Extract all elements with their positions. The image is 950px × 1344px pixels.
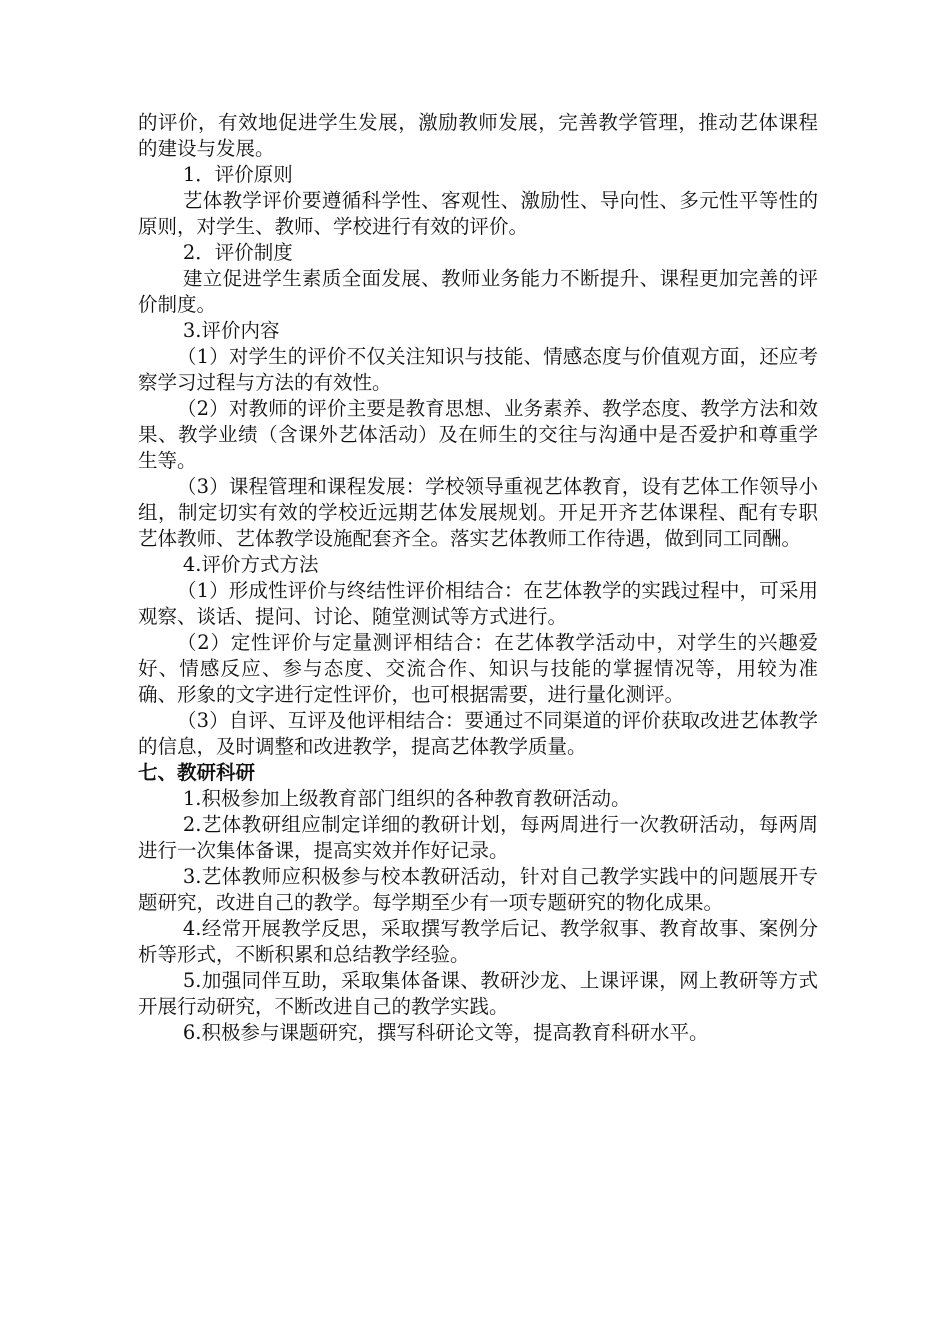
subheading-evaluation-principles: 1．评价原则: [182, 163, 293, 186]
subheading-evaluation-methods: 4.评价方式方法: [182, 553, 319, 576]
paragraph-research-item-5: 5.加强同伴互助，采取集体备课、教研沙龙、上课评课，网上教研等方式开展行动研究，不断改进自己的教学实践。: [138, 969, 818, 1018]
paragraph-research-item-4: 4.经常开展教学反思，采取撰写教学后记、教学叙事、教育故事、案例分析等形式，不断积累和总结教学经验。: [138, 917, 818, 966]
paragraph-research-item-6: 6.积极参与课题研究，撰写科研论文等，提高教育科研水平。: [182, 1021, 709, 1044]
paragraph-formative-evaluation: （1）形成性评价与终结性评价相结合：在艺体教学的实践过程中，可采用观察、谈话、提问、讨论、随堂测试等方式进行。: [138, 579, 818, 628]
document-body: [138, 110, 818, 1046]
paragraph-research-item-1: 1.积极参加上级教育部门组织的各种教育教研活动。: [182, 787, 631, 810]
paragraph-research-item-2: 2.艺体教研组应制定详细的教研计划，每两周进行一次教研活动，每两周进行一次集体备课，提高实效并作好记录。: [138, 813, 818, 862]
paragraph-evaluation-intro: 的评价，有效地促进学生发展，激励教师发展，完善教学管理，推动艺体课程的建设与发展。: [138, 111, 818, 160]
paragraph-evaluation-principles: 艺体教学评价要遵循科学性、客观性、激励性、导向性、多元性平等性的原则，对学生、教师、学校进行有效的评价。: [138, 189, 818, 238]
paragraph-student-evaluation: （1）对学生的评价不仅关注知识与技能、情感态度与价值观方面，还应考察学习过程与方法的有效性。: [138, 345, 818, 394]
subheading-evaluation-content: 3.评价内容: [182, 319, 280, 342]
paragraph-teacher-evaluation: （2）对教师的评价主要是教育思想、业务素养、教学态度、教学方法和效果、教学业绩（含课外艺体活动）及在师生的交往与沟通中是否爱护和尊重学生等。: [138, 397, 818, 472]
paragraph-research-item-3: 3.艺体教师应积极参与校本教研活动，针对自己教学实践中的问题展开专题研究，改进自己的教学。每学期至少有一项专题研究的物化成果。: [138, 865, 818, 914]
paragraph-evaluation-system: 建立促进学生素质全面发展、教师业务能力不断提升、课程更加完善的评价制度。: [138, 267, 818, 316]
paragraph-qualitative-evaluation: （2）定性评价与定量测评相结合：在艺体教学活动中，对学生的兴趣爱好、情感反应、参与态度、交流合作、知识与技能的掌握情况等，用较为准确、形象的文字进行定性评价，也可根据需要，进行量化测评。: [138, 631, 818, 706]
paragraph-course-management: （3）课程管理和课程发展：学校领导重视艺体教育，设有艺体工作领导小组，制定切实有效的学校近远期艺体发展规划。开足开齐艺体课程、配有专职艺体教师、艺体教学设施配套齐全。落实艺体教师工作待遇，做到同工同酬。: [138, 475, 818, 550]
section-heading-teaching-research: 七、教研科研: [138, 761, 256, 784]
subheading-evaluation-system: 2．评价制度: [182, 241, 293, 264]
paragraph-self-peer-evaluation: （3）自评、互评及他评相结合：要通过不同渠道的评价获取改进艺体教学的信息，及时调整和改进教学，提高艺体教学质量。: [138, 709, 818, 758]
